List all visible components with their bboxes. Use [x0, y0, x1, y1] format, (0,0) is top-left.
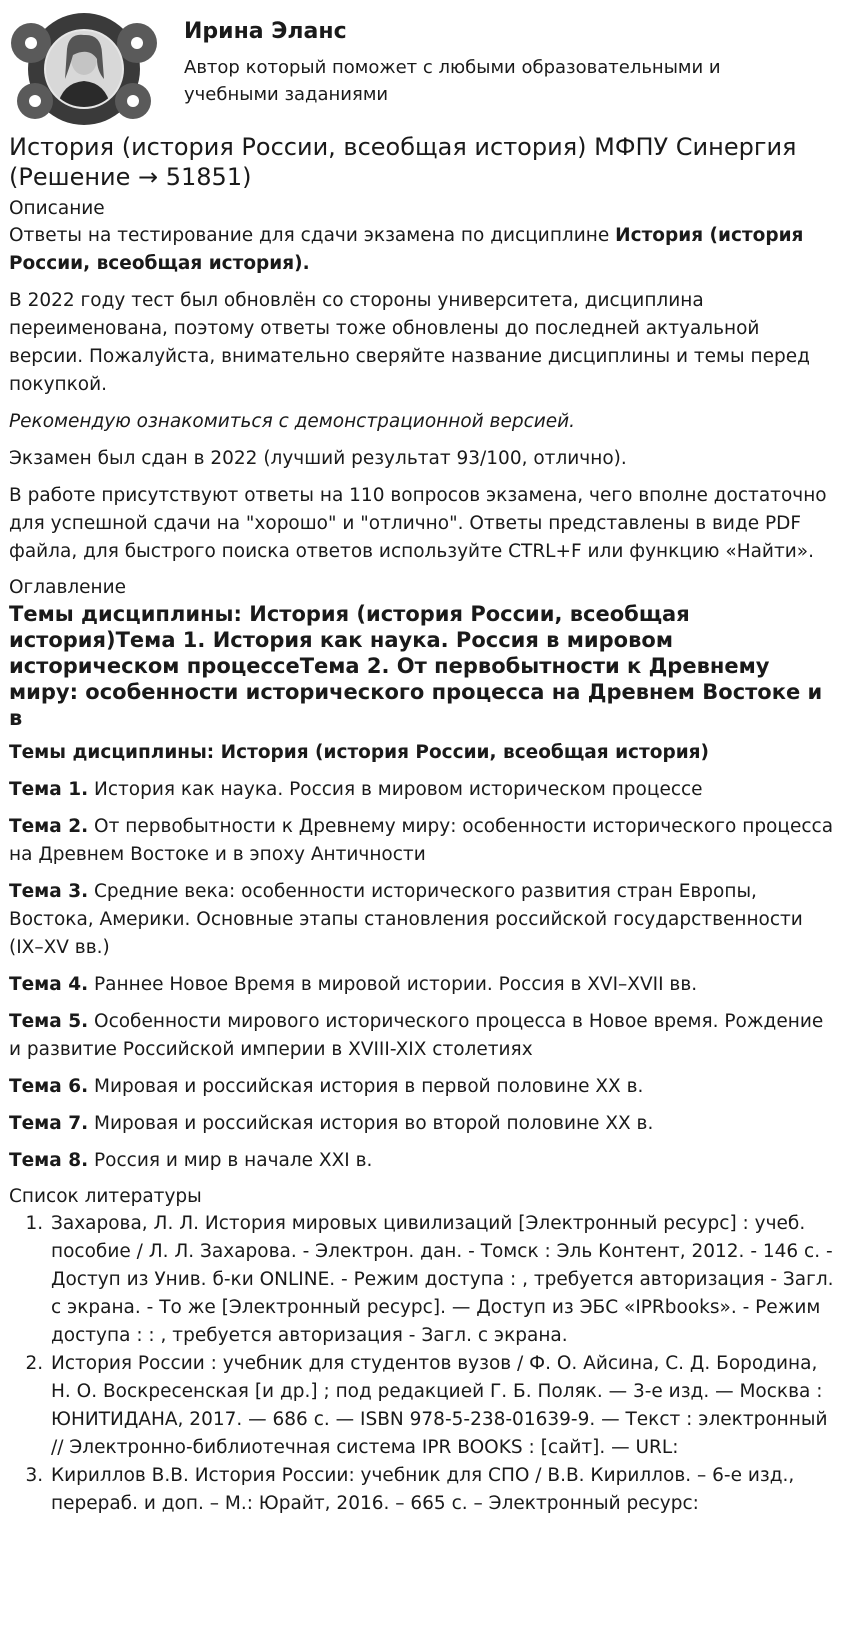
toc-heading: Оглавление	[9, 577, 127, 598]
literature-item: 2. История России : учебник для студентов вузов / Ф. О. Айсина, С. Д. Бородина, Н. О. Воскресенская [и др.] ; под редакцией Г. Б. Поляк. — 3-е изд. — Москва : ЮНИТИДАНА, 2017. — 686 c. — ISBN 978-5-238-01639-9. — Текст : электронный // Электронно-библиотечная система IPR BOOKS : [сайт]. — URL:	[49, 1350, 838, 1462]
topic-item-1	[9, 776, 838, 804]
topic-item-6	[9, 1073, 838, 1101]
topic-label: Тема 6.	[9, 1076, 89, 1097]
description-intro	[9, 222, 838, 278]
literature-item: 3. Кириллов В.В. История России: учебник для СПО / В.В. Кириллов. – 6-е изд., перераб. и доп. – М.: Юрайт, 2016. – 665 с. – Электронный ресурс:	[49, 1462, 838, 1518]
author-avatar[interactable]	[9, 9, 159, 129]
demo-recommendation: Рекомендую ознакомиться с демонстрационной версией.	[9, 411, 576, 432]
topic-label: Тема 5.	[9, 1011, 89, 1032]
topic-item-4	[9, 971, 838, 999]
topic-item-3	[9, 878, 838, 962]
topic-label: Тема 1.	[9, 779, 89, 800]
literature-heading: Список литературы	[9, 1186, 202, 1207]
topic-text: Мировая и российская история во второй половине XX в.	[88, 1113, 654, 1134]
author-name[interactable]: Ирина Эланс	[184, 19, 347, 44]
toc-summary: Темы дисциплины: История (история России, всеобщая история)Тема 1. История как наука. Россия в мировом историческом процессеТема 2. От первобытности к Древнему миру: особенности исторического процесса на Древнем Востоке и в	[9, 602, 823, 730]
topic-item-2	[9, 813, 838, 869]
page-title: История (история России, всеобщая история) МФПУ Синергия (Решение → 51851)	[9, 133, 797, 191]
topic-label: Тема 7.	[9, 1113, 89, 1134]
topic-text: Раннее Новое Время в мировой истории. Россия в XVI–XVII вв.	[88, 974, 698, 995]
topic-item-7	[9, 1110, 838, 1138]
description-heading: Описание	[9, 198, 105, 219]
topic-label: Тема 4.	[9, 974, 89, 995]
author-description: Автор который поможет с любыми образовательными и учебными заданиями	[184, 57, 721, 105]
literature-list	[9, 1210, 838, 1518]
topic-item-8	[9, 1147, 838, 1175]
topic-text: Особенности мирового исторического процесса в Новое время. Рождение и развитие Российской империи в XVIII-XIX столетиях	[9, 1011, 824, 1060]
topic-label: Тема 3.	[9, 881, 89, 902]
description-intro-bold: История (история России, всеобщая история).	[9, 225, 804, 274]
topic-text: Россия и мир в начале XXI в.	[88, 1150, 373, 1171]
topic-label: Тема 2.	[9, 816, 89, 837]
topic-item-5	[9, 1008, 838, 1064]
author-header	[9, 8, 838, 132]
description-paragraph-3	[9, 408, 838, 436]
description-paragraph-2: В 2022 году тест был обновлён со стороны университета, дисциплина переименована, поэтому ответы тоже обновлены до последней актуальной версии. Пожалуйста, внимательно сверяйте название дисциплины и темы перед покупкой.	[9, 290, 810, 395]
topics-title-text: Темы дисциплины: История (история России, всеобщая история)	[9, 742, 709, 763]
topics-title	[9, 739, 838, 767]
topic-label: Тема 8.	[9, 1150, 89, 1171]
topic-text: Средние века: особенности исторического развития стран Европы, Востока, Америки. Основные этапы становления российской государственности (IX–XV вв.)	[9, 881, 803, 958]
topic-text: История как наука. Россия в мировом историческом процессе	[88, 779, 703, 800]
literature-item: 1. Захарова, Л. Л. История мировых цивилизаций [Электронный ресурс] : учеб. пособие / Л. Л. Захарова. - Электрон. дан. - Томск : Эль Контент, 2012. - 146 с. - Доступ из Унив. б-ки ONLINE. - Режим доступа : , требуется авторизация - Загл. с экрана. - То же [Электронный ресурс]. — Доступ из ЭБС «IPRbooks». - Режим доступа : : , требуется авторизация - Загл. с экрана.	[49, 1210, 838, 1350]
topic-text: Мировая и российская история в первой половине XX в.	[88, 1076, 644, 1097]
description-paragraph-4: Экзамен был сдан в 2022 (лучший результат 93/100, отлично).	[9, 448, 627, 469]
description-paragraph-5: В работе присутствуют ответы на 110 вопросов экзамена, чего вполне достаточно для успешной сдачи на "хорошо" и "отлично". Ответы представлены в виде PDF файла, для быстрого поиска ответов используйте CTRL+F или функцию «Найти».	[9, 485, 827, 562]
description-intro-text: Ответы на тестирование для сдачи экзамена по дисциплине	[9, 225, 616, 246]
topic-text: От первобытности к Древнему миру: особенности исторического процесса на Древнем Востоке и в эпоху Античности	[9, 816, 834, 865]
